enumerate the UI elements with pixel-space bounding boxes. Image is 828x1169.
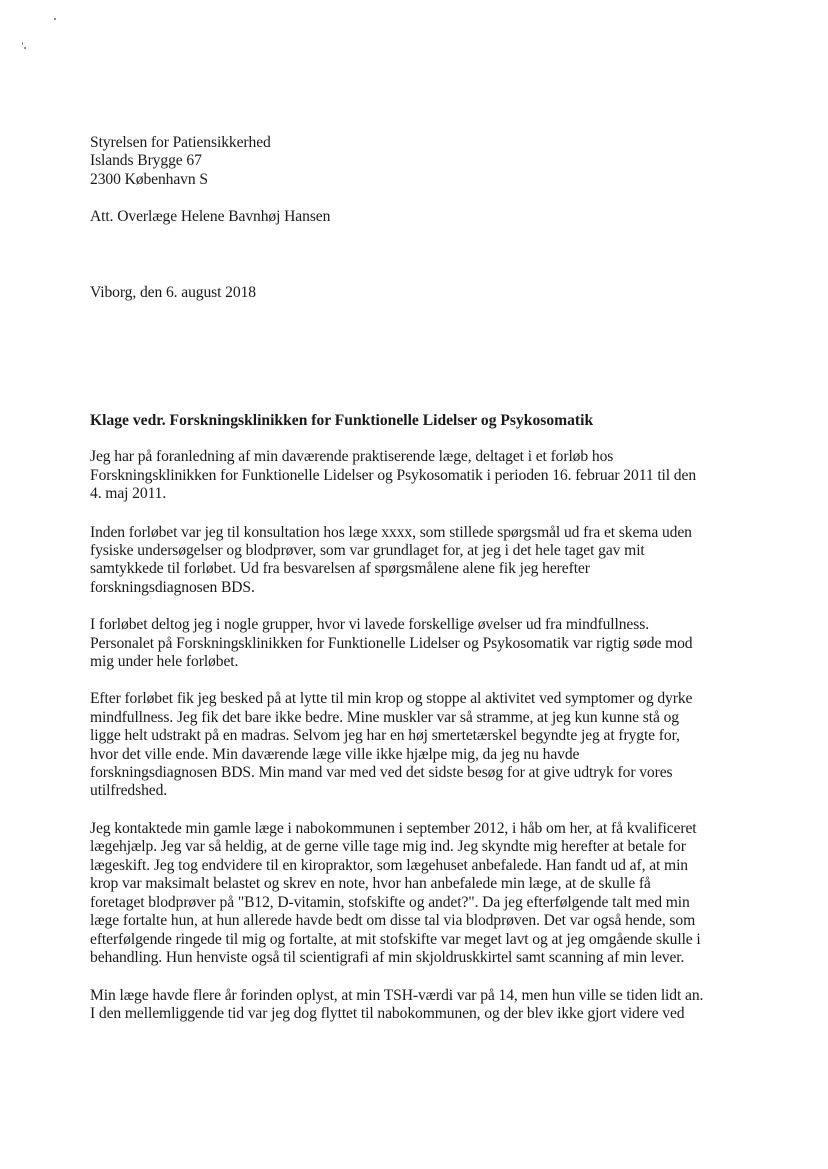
body-line: mindfullness. Jeg fik det bare ikke bedre. Mine muskler var så stramme, at jeg kun kunne stå og (90, 709, 679, 726)
scan-speck (24, 47, 26, 49)
body-line: Jeg kontaktede min gamle læge i nabokommunen i september 2012, i håb om her, at få kvalificeret (90, 820, 697, 837)
body-line: forskningsdiagnosen BDS. Min mand var med ved det sidste besøg for at give udtryk for vores (90, 764, 673, 781)
body-line: Inden forløbet var jeg til konsultation hos læge xxxx, som stillede spørgsmål ud fra et skema uden (90, 524, 692, 541)
body-line: Min læge havde flere år forinden oplyst, at min TSH-værdi var på 14, men hun ville se tiden lidt an. (90, 987, 704, 1004)
body-line: Forskningsklinikken for Funktionelle Lidelser og Psykosomatik i perioden 16. februar 2011 til den (90, 467, 697, 484)
scan-speck (54, 18, 56, 20)
recipient-line-1: Styrelsen for Patiensikkerhed (90, 134, 271, 151)
body-line: behandling. Hun henviste også til scientigrafi af min skjoldruskkirtel samt scanning af min lever. (90, 949, 685, 966)
body-line: Efter forløbet fik jeg besked på at lytte til min krop og stoppe al aktivitet ved symptomer og dyrke (90, 690, 693, 707)
body-line: hvor det ville ende. Min daværende læge ville ikke hjælpe mig, da jeg nu havde (90, 746, 580, 763)
body-line: mig under hele forløbet. (90, 653, 239, 670)
body-line: I den mellemliggende tid var jeg dog flyttet til nabokommunen, og der blev ikke gjort videre ved (90, 1005, 685, 1022)
body-line: forskningsdiagnosen BDS. (90, 579, 255, 596)
body-line: Jeg har på foranledning af min daværende praktiserende læge, deltaget i et forløb hos (90, 448, 614, 465)
body-line: ligge helt udstrakt på en madras. Selvom jeg har en høj smertetærskel begyndte jeg at frygte for, (90, 727, 680, 744)
body-line: I forløbet deltog jeg i nogle grupper, hvor vi lavede forskellige øvelser ud fra mindfullness. (90, 616, 649, 633)
subject-heading: Klage vedr. Forskningsklinikken for Funktionelle Lidelser og Psykosomatik (90, 412, 594, 429)
recipient-line-2: Islands Brygge 67 (90, 152, 202, 169)
body-line: utilfredshed. (90, 782, 168, 799)
body-line: foretaget blodprøver på "B12, D-vitamin, stofskifte og andet?". Da jeg efterfølgende talt med min (90, 894, 690, 911)
attention-line: Att. Overlæge Helene Bavnhøj Hansen (90, 208, 331, 225)
body-line: Personalet på Forskningsklinikken for Funktionelle Lidelser og Psykosomatik var rigtig søde mod (90, 635, 693, 652)
scan-speck (22, 42, 23, 45)
body-line: fysiske undersøgelser og blodprøver, som var grundlaget for, at jeg i det hele taget gav mit (90, 542, 645, 559)
body-line: lægeskift. Jeg tog endvidere til en kiropraktor, som lægehuset anbefalede. Han fandt ud af, at min (90, 857, 688, 874)
body-line: læge fortalte hun, at hun allerede havde bedt om disse tal via blodprøven. Det var også hende, som (90, 912, 696, 929)
body-line: samtykkede til forløbet. Ud fra besvarelsen af spørgsmålene alene fik jeg herefter (90, 560, 590, 577)
body-line: 4. maj 2011. (90, 485, 167, 502)
body-line: efterfølgende ringede til mig og fortalte, at mit stofskifte var meget lavt og at jeg omgående skulle i (90, 931, 701, 948)
recipient-line-3: 2300 København S (90, 171, 208, 188)
body-line: krop var maksimalt belastet og skrev en note, hvor han anbefalede min læge, at de skulle få (90, 875, 651, 892)
body-line: lægehjælp. Jeg var så heldig, at de gerne ville tage mig ind. Jeg skyndte mig herefter at betale for (90, 838, 686, 855)
dateline: Viborg, den 6. august 2018 (90, 284, 256, 301)
